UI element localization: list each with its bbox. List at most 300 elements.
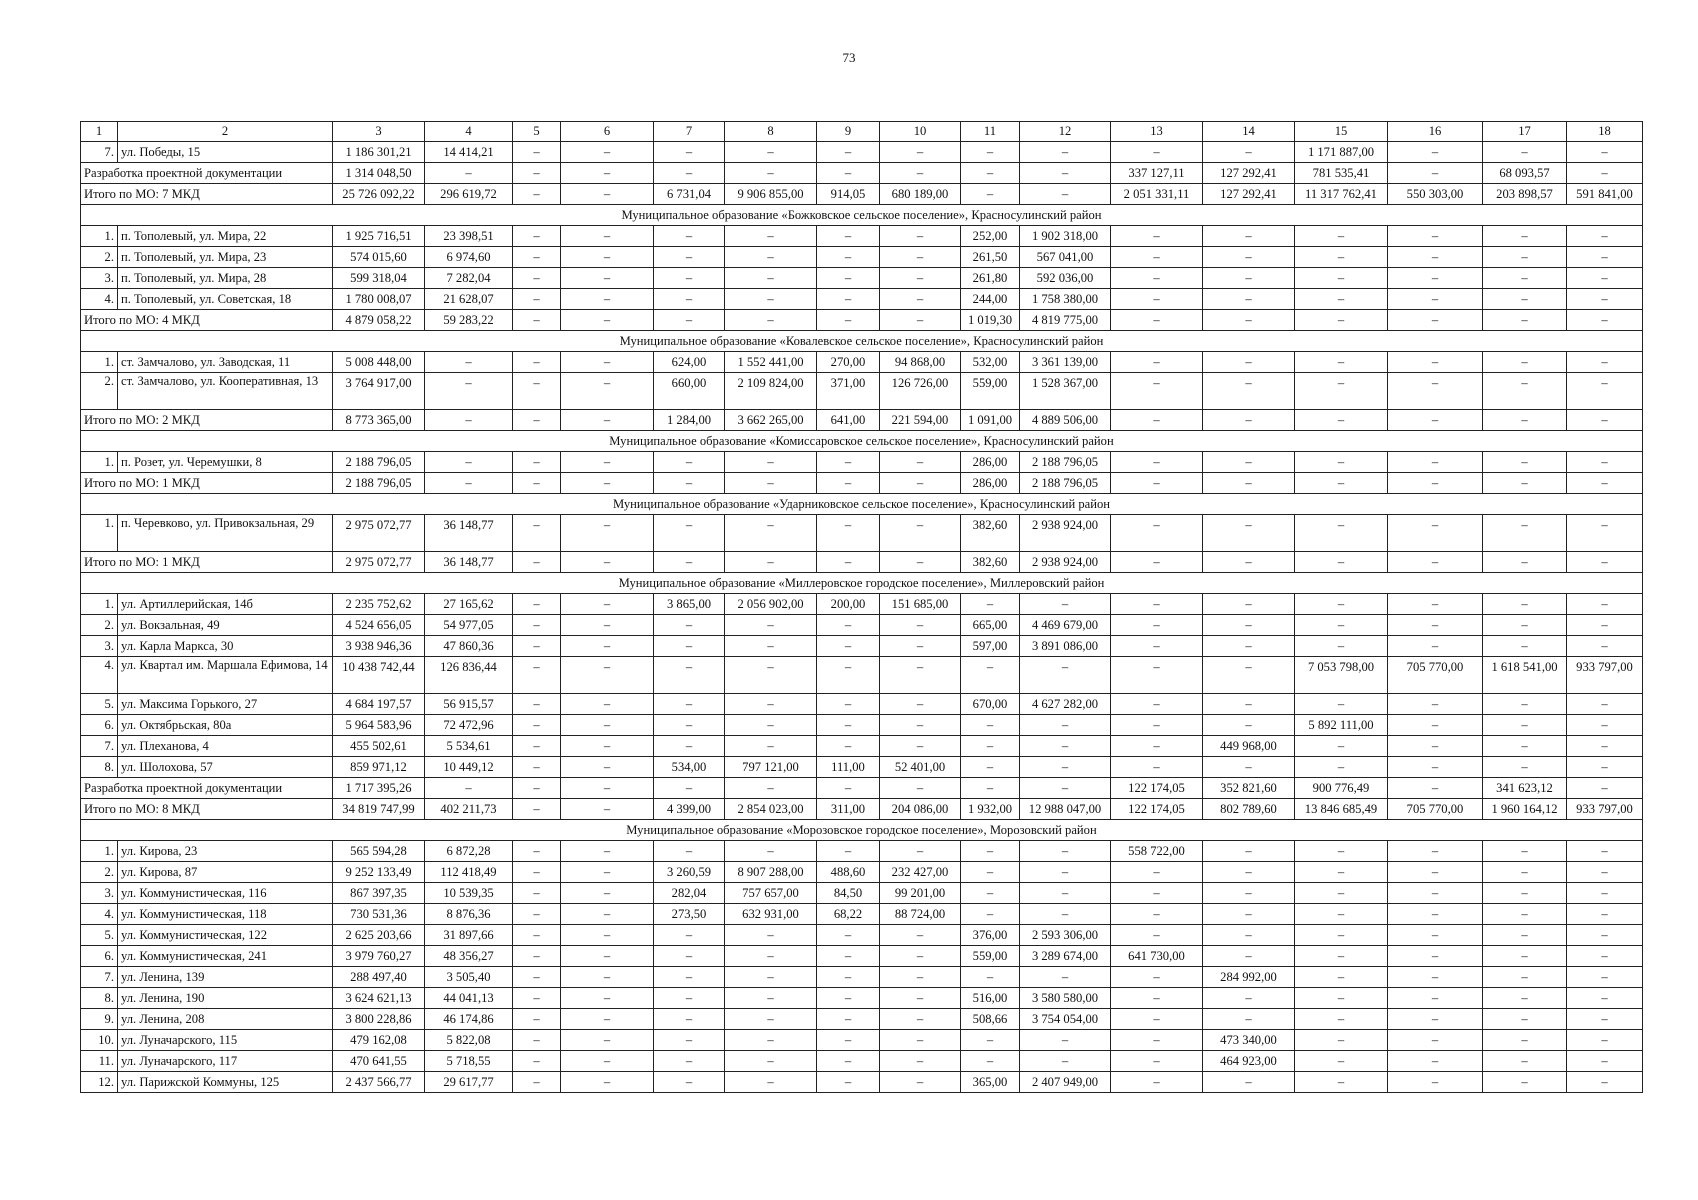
value-cell: – — [880, 163, 961, 184]
value-cell: 25 726 092,22 — [333, 184, 425, 205]
row-number: 7. — [81, 967, 118, 988]
value-cell: – — [513, 841, 561, 862]
row-number: 7. — [81, 142, 118, 163]
value-cell: – — [654, 1051, 725, 1072]
column-header: 12 — [1020, 122, 1111, 142]
value-cell: – — [880, 615, 961, 636]
value-cell: – — [880, 1030, 961, 1051]
value-cell: – — [1020, 715, 1111, 736]
value-cell: – — [513, 452, 561, 473]
address-cell: ул. Шолохова, 57 — [118, 757, 333, 778]
value-cell: – — [1388, 410, 1483, 431]
value-cell: – — [654, 925, 725, 946]
value-cell: 126 726,00 — [880, 373, 961, 410]
value-cell: – — [725, 289, 817, 310]
value-cell: – — [1295, 594, 1388, 615]
column-header: 9 — [817, 122, 880, 142]
value-cell: 802 789,60 — [1203, 799, 1295, 820]
value-cell: – — [1388, 594, 1483, 615]
value-cell: – — [880, 310, 961, 331]
value-cell: – — [725, 1030, 817, 1051]
value-cell: – — [561, 694, 654, 715]
value-cell: 660,00 — [654, 373, 725, 410]
value-cell: – — [880, 657, 961, 694]
value-cell: – — [1483, 142, 1567, 163]
value-cell: 296 619,72 — [425, 184, 513, 205]
value-cell: – — [1203, 373, 1295, 410]
value-cell: – — [654, 657, 725, 694]
value-cell: – — [1203, 515, 1295, 552]
value-cell: 2 056 902,00 — [725, 594, 817, 615]
value-cell: 3 754 054,00 — [1020, 1009, 1111, 1030]
value-cell: – — [817, 452, 880, 473]
value-cell: – — [817, 778, 880, 799]
table-row — [81, 694, 1643, 715]
value-cell: – — [1567, 615, 1643, 636]
row-number: 2. — [81, 615, 118, 636]
value-cell: – — [725, 841, 817, 862]
column-header: 18 — [1567, 122, 1643, 142]
value-cell: – — [1388, 715, 1483, 736]
value-cell: 508,66 — [961, 1009, 1020, 1030]
value-cell: 112 418,49 — [425, 862, 513, 883]
address-cell: п. Тополевый, ул. Мира, 28 — [118, 268, 333, 289]
value-cell: 559,00 — [961, 373, 1020, 410]
value-cell: 867 397,35 — [333, 883, 425, 904]
value-cell: – — [1483, 352, 1567, 373]
address-cell: п. Тополевый, ул. Мира, 22 — [118, 226, 333, 247]
value-cell: – — [1567, 694, 1643, 715]
value-cell: 3 662 265,00 — [725, 410, 817, 431]
value-cell: – — [1295, 310, 1388, 331]
value-cell: – — [1203, 636, 1295, 657]
value-cell: – — [1111, 1051, 1203, 1072]
value-cell: – — [817, 142, 880, 163]
value-cell: – — [654, 636, 725, 657]
value-cell: 1 618 541,00 — [1483, 657, 1567, 694]
value-cell: – — [561, 163, 654, 184]
value-cell: – — [1388, 1009, 1483, 1030]
row-number: 1. — [81, 515, 118, 552]
value-cell: 2 975 072,77 — [333, 515, 425, 552]
value-cell: 1 314 048,50 — [333, 163, 425, 184]
value-cell: 2 437 566,77 — [333, 1072, 425, 1093]
row-number: 5. — [81, 925, 118, 946]
value-cell: – — [1295, 352, 1388, 373]
value-cell: 1 960 164,12 — [1483, 799, 1567, 820]
value-cell: – — [1483, 268, 1567, 289]
value-cell: 9 906 855,00 — [725, 184, 817, 205]
value-cell: – — [513, 247, 561, 268]
value-cell: – — [817, 163, 880, 184]
row-label: Итого по МО: 2 МКД — [81, 410, 333, 431]
value-cell: – — [880, 778, 961, 799]
value-cell: 797 121,00 — [725, 757, 817, 778]
value-cell: – — [513, 352, 561, 373]
value-cell: – — [1111, 757, 1203, 778]
value-cell: 565 594,28 — [333, 841, 425, 862]
value-cell: – — [1111, 694, 1203, 715]
value-cell: – — [654, 1072, 725, 1093]
column-header: 5 — [513, 122, 561, 142]
value-cell: – — [513, 925, 561, 946]
value-cell: – — [561, 967, 654, 988]
value-cell: 311,00 — [817, 799, 880, 820]
address-cell: ул. Луначарского, 115 — [118, 1030, 333, 1051]
value-cell: – — [1388, 841, 1483, 862]
table-body — [81, 122, 1643, 1093]
value-cell: – — [1020, 757, 1111, 778]
value-cell: – — [1203, 473, 1295, 494]
value-cell: – — [1203, 615, 1295, 636]
value-cell: – — [561, 946, 654, 967]
value-cell: 859 971,12 — [333, 757, 425, 778]
value-cell: – — [1020, 841, 1111, 862]
value-cell: – — [654, 473, 725, 494]
value-cell: – — [1388, 1051, 1483, 1072]
value-cell: 244,00 — [961, 289, 1020, 310]
row-number: 4. — [81, 904, 118, 925]
value-cell: 4 524 656,05 — [333, 615, 425, 636]
total-row — [81, 799, 1643, 820]
value-cell: – — [1111, 904, 1203, 925]
value-cell: – — [561, 410, 654, 431]
table-row — [81, 247, 1643, 268]
value-cell: – — [880, 1009, 961, 1030]
value-cell: – — [1388, 946, 1483, 967]
section-row — [81, 431, 1643, 452]
value-cell: 2 407 949,00 — [1020, 1072, 1111, 1093]
value-cell: 56 915,57 — [425, 694, 513, 715]
value-cell: – — [1203, 694, 1295, 715]
row-number: 9. — [81, 1009, 118, 1030]
value-cell: – — [1111, 615, 1203, 636]
value-cell: 3 891 086,00 — [1020, 636, 1111, 657]
value-cell: 9 252 133,49 — [333, 862, 425, 883]
value-cell: – — [1203, 946, 1295, 967]
value-cell: – — [1388, 226, 1483, 247]
value-cell: – — [561, 615, 654, 636]
value-cell: – — [1111, 862, 1203, 883]
value-cell: – — [561, 904, 654, 925]
value-cell: – — [654, 142, 725, 163]
value-cell: – — [654, 736, 725, 757]
value-cell: – — [961, 594, 1020, 615]
value-cell: – — [1388, 310, 1483, 331]
value-cell: – — [1567, 352, 1643, 373]
value-cell: – — [1203, 657, 1295, 694]
value-cell: 933 797,00 — [1567, 799, 1643, 820]
value-cell: – — [1567, 988, 1643, 1009]
value-cell: – — [561, 757, 654, 778]
value-cell: 3 800 228,86 — [333, 1009, 425, 1030]
value-cell: – — [513, 410, 561, 431]
value-cell: – — [513, 184, 561, 205]
value-cell: – — [1567, 1072, 1643, 1093]
value-cell: 1 758 380,00 — [1020, 289, 1111, 310]
value-cell: – — [1203, 594, 1295, 615]
value-cell: 624,00 — [654, 352, 725, 373]
value-cell: 5 534,61 — [425, 736, 513, 757]
address-cell: ул. Артиллерийская, 14б — [118, 594, 333, 615]
value-cell: – — [1483, 925, 1567, 946]
address-cell: ст. Замчалово, ул. Заводская, 11 — [118, 352, 333, 373]
value-cell: – — [1567, 142, 1643, 163]
value-cell: – — [1203, 1009, 1295, 1030]
value-cell: 1 186 301,21 — [333, 142, 425, 163]
value-cell: – — [1567, 247, 1643, 268]
row-label: Итого по МО: 8 МКД — [81, 799, 333, 820]
value-cell: 3 580 580,00 — [1020, 988, 1111, 1009]
value-cell: 781 535,41 — [1295, 163, 1388, 184]
value-cell: – — [1203, 410, 1295, 431]
value-cell: 273,50 — [654, 904, 725, 925]
value-cell: 479 162,08 — [333, 1030, 425, 1051]
row-number: 8. — [81, 757, 118, 778]
value-cell: – — [561, 594, 654, 615]
value-cell: – — [817, 310, 880, 331]
value-cell: – — [1203, 226, 1295, 247]
value-cell: – — [513, 757, 561, 778]
table-row — [81, 615, 1643, 636]
value-cell: – — [1203, 925, 1295, 946]
address-cell: ул. Карла Маркса, 30 — [118, 636, 333, 657]
value-cell: – — [1111, 247, 1203, 268]
value-cell: – — [561, 142, 654, 163]
value-cell: – — [513, 1009, 561, 1030]
value-cell: – — [1111, 736, 1203, 757]
value-cell: – — [561, 352, 654, 373]
value-cell: 99 201,00 — [880, 883, 961, 904]
value-cell: 151 685,00 — [880, 594, 961, 615]
value-cell: 2 051 331,11 — [1111, 184, 1203, 205]
value-cell: 632 931,00 — [725, 904, 817, 925]
value-cell: 4 684 197,57 — [333, 694, 425, 715]
value-cell: – — [1295, 373, 1388, 410]
value-cell: 2 188 796,05 — [1020, 452, 1111, 473]
value-cell: 204 086,00 — [880, 799, 961, 820]
value-cell: 46 174,86 — [425, 1009, 513, 1030]
value-cell: – — [513, 636, 561, 657]
value-cell: – — [561, 657, 654, 694]
value-cell: 558 722,00 — [1111, 841, 1203, 862]
value-cell: – — [817, 715, 880, 736]
value-cell: 3 764 917,00 — [333, 373, 425, 410]
value-cell: 21 628,07 — [425, 289, 513, 310]
value-cell: – — [725, 615, 817, 636]
value-cell: 402 211,73 — [425, 799, 513, 820]
value-cell: – — [1111, 352, 1203, 373]
section-row — [81, 820, 1643, 841]
value-cell: 261,80 — [961, 268, 1020, 289]
value-cell: – — [561, 268, 654, 289]
value-cell: – — [1567, 904, 1643, 925]
value-cell: – — [513, 310, 561, 331]
value-cell: 591 841,00 — [1567, 184, 1643, 205]
address-cell: ул. Победы, 15 — [118, 142, 333, 163]
value-cell: – — [1111, 883, 1203, 904]
address-cell: ул. Коммунистическая, 241 — [118, 946, 333, 967]
row-number: 6. — [81, 946, 118, 967]
value-cell: – — [561, 636, 654, 657]
value-cell: – — [1111, 1009, 1203, 1030]
value-cell: 122 174,05 — [1111, 778, 1203, 799]
table-row — [81, 862, 1643, 883]
address-cell: ул. Коммунистическая, 122 — [118, 925, 333, 946]
value-cell: 8 907 288,00 — [725, 862, 817, 883]
table-row — [81, 289, 1643, 310]
section-title: Муниципальное образование «Морозовское городское поселение», Морозовский район — [81, 820, 1643, 841]
value-cell: – — [1295, 967, 1388, 988]
value-cell: 757 657,00 — [725, 883, 817, 904]
value-cell: – — [817, 247, 880, 268]
table-row — [81, 715, 1643, 736]
value-cell: 2 938 924,00 — [1020, 552, 1111, 573]
value-cell: 200,00 — [817, 594, 880, 615]
value-cell: 11 317 762,41 — [1295, 184, 1388, 205]
value-cell: – — [1567, 862, 1643, 883]
value-cell: 1 552 441,00 — [725, 352, 817, 373]
table-row — [81, 1072, 1643, 1093]
value-cell: – — [513, 946, 561, 967]
value-cell: – — [1111, 373, 1203, 410]
value-cell: – — [1020, 883, 1111, 904]
section-row — [81, 494, 1643, 515]
value-cell: – — [513, 657, 561, 694]
value-cell: – — [1295, 1009, 1388, 1030]
column-header: 7 — [654, 122, 725, 142]
value-cell: – — [1567, 736, 1643, 757]
table-row — [81, 946, 1643, 967]
value-cell: – — [725, 142, 817, 163]
row-label: Разработка проектной документации — [81, 778, 333, 799]
value-cell: – — [817, 615, 880, 636]
value-cell: 72 472,96 — [425, 715, 513, 736]
value-cell: – — [1567, 594, 1643, 615]
column-header: 15 — [1295, 122, 1388, 142]
value-cell: – — [1295, 862, 1388, 883]
value-cell: 221 594,00 — [880, 410, 961, 431]
column-header: 16 — [1388, 122, 1483, 142]
value-cell: 705 770,00 — [1388, 657, 1483, 694]
value-cell: – — [1295, 883, 1388, 904]
value-cell: – — [1203, 247, 1295, 268]
value-cell: – — [654, 268, 725, 289]
value-cell: – — [513, 1051, 561, 1072]
value-cell: – — [513, 799, 561, 820]
row-number: 7. — [81, 736, 118, 757]
value-cell: 371,00 — [817, 373, 880, 410]
row-number: 1. — [81, 594, 118, 615]
value-cell: – — [880, 515, 961, 552]
total-row — [81, 163, 1643, 184]
value-cell: – — [1111, 452, 1203, 473]
value-cell: 48 356,27 — [425, 946, 513, 967]
value-cell: – — [425, 473, 513, 494]
value-cell: 730 531,36 — [333, 904, 425, 925]
value-cell: – — [1203, 310, 1295, 331]
value-cell: – — [725, 694, 817, 715]
value-cell: 54 977,05 — [425, 615, 513, 636]
value-cell: – — [1567, 552, 1643, 573]
section-title: Муниципальное образование «Ковалевское сельское поселение», Красносулинский район — [81, 331, 1643, 352]
value-cell: – — [561, 841, 654, 862]
row-number: 10. — [81, 1030, 118, 1051]
value-cell: – — [1203, 841, 1295, 862]
value-cell: – — [1388, 552, 1483, 573]
value-cell: – — [513, 715, 561, 736]
value-cell: 122 174,05 — [1111, 799, 1203, 820]
value-cell: 47 860,36 — [425, 636, 513, 657]
value-cell: – — [1567, 373, 1643, 410]
total-row — [81, 552, 1643, 573]
row-number: 2. — [81, 373, 118, 410]
row-number: 1. — [81, 452, 118, 473]
table-row — [81, 757, 1643, 778]
section-title: Муниципальное образование «Комиссаровское сельское поселение», Красносулинский район — [81, 431, 1643, 452]
value-cell: 365,00 — [961, 1072, 1020, 1093]
value-cell: – — [1295, 452, 1388, 473]
value-cell: 3 289 674,00 — [1020, 946, 1111, 967]
value-cell: 2 109 824,00 — [725, 373, 817, 410]
column-header: 13 — [1111, 122, 1203, 142]
value-cell: – — [1483, 552, 1567, 573]
row-label: Итого по МО: 7 МКД — [81, 184, 333, 205]
column-header: 17 — [1483, 122, 1567, 142]
value-cell: – — [880, 841, 961, 862]
value-cell: – — [1483, 452, 1567, 473]
value-cell: – — [513, 594, 561, 615]
value-cell: 516,00 — [961, 988, 1020, 1009]
value-cell: 68,22 — [817, 904, 880, 925]
value-cell: – — [1020, 184, 1111, 205]
value-cell: 31 897,66 — [425, 925, 513, 946]
value-cell: – — [1203, 883, 1295, 904]
value-cell: – — [1111, 515, 1203, 552]
value-cell: – — [725, 657, 817, 694]
section-title: Муниципальное образование «Миллеровское городское поселение», Миллеровский район — [81, 573, 1643, 594]
value-cell: – — [1111, 988, 1203, 1009]
value-cell: – — [1567, 883, 1643, 904]
column-header: 14 — [1203, 122, 1295, 142]
table-row — [81, 452, 1643, 473]
value-cell: – — [561, 452, 654, 473]
value-cell: – — [1388, 883, 1483, 904]
value-cell: 1 019,30 — [961, 310, 1020, 331]
value-cell: – — [1388, 373, 1483, 410]
value-cell: 5 964 583,96 — [333, 715, 425, 736]
address-cell: п. Тополевый, ул. Советская, 18 — [118, 289, 333, 310]
value-cell: 352 821,60 — [1203, 778, 1295, 799]
row-number: 2. — [81, 862, 118, 883]
value-cell: – — [654, 515, 725, 552]
value-cell: – — [1295, 904, 1388, 925]
value-cell: – — [961, 657, 1020, 694]
column-header: 1 — [81, 122, 118, 142]
row-number: 1. — [81, 352, 118, 373]
value-cell: – — [654, 694, 725, 715]
section-title: Муниципальное образование «Ударниковское сельское поселение», Красносулинский район — [81, 494, 1643, 515]
value-cell: 282,04 — [654, 883, 725, 904]
value-cell: – — [1295, 925, 1388, 946]
value-cell: 550 303,00 — [1388, 184, 1483, 205]
value-cell: – — [1020, 904, 1111, 925]
value-cell: – — [1483, 289, 1567, 310]
section-title: Муниципальное образование «Божковское сельское поселение», Красносулинский район — [81, 205, 1643, 226]
value-cell: – — [1567, 1030, 1643, 1051]
value-cell: – — [817, 946, 880, 967]
value-cell: – — [1111, 657, 1203, 694]
